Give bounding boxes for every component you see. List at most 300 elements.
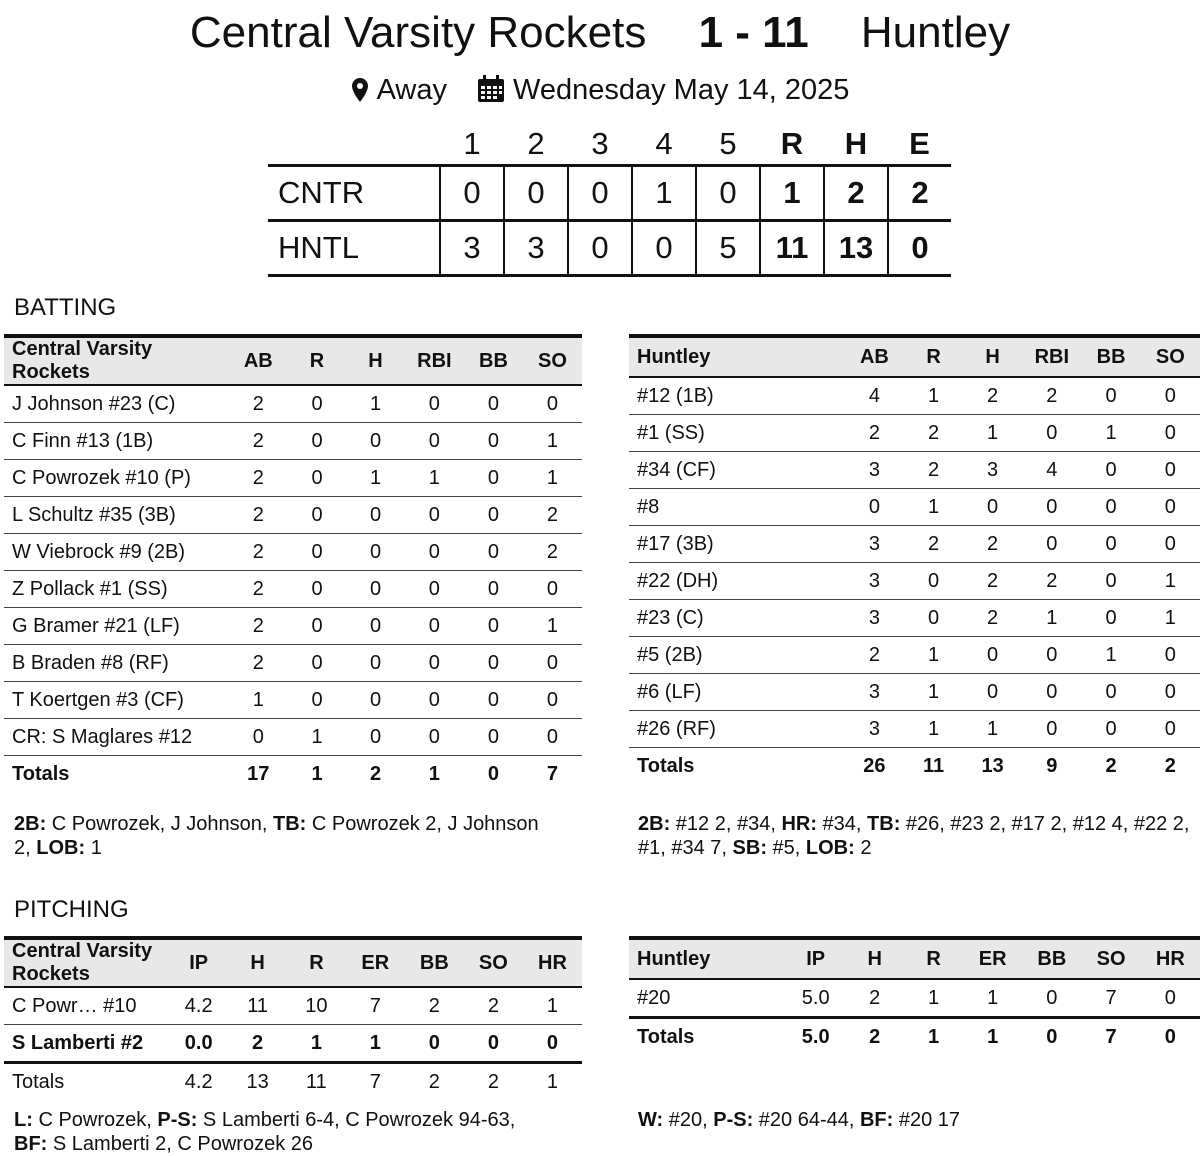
player-name: T Koertgen #3 (CF) [4,682,229,719]
stat-cell: 0 [405,534,464,571]
stat-cell: 2 [963,526,1022,563]
note-value: #20, [663,1109,714,1131]
player-row [629,674,1200,711]
stat-cell: 2 [229,571,288,608]
total-cell: 1 [311,762,323,785]
player-name: CR: S Maglares #12 [4,719,229,756]
stat-cell: 2 [229,497,288,534]
stat-cell: 0 [845,489,904,526]
total-cell: 13 [246,1070,269,1093]
stat-cell: 0 [346,682,405,719]
note-key: HR: [781,813,817,835]
stat-cell: 5.0 [786,979,845,1018]
totals-label: Totals [637,1025,695,1048]
stat-header: R [904,938,963,979]
stat-cell: 0 [229,719,288,756]
team-abbrev: CNTR [268,166,440,221]
player-name: W Viebrock #9 (2B) [4,534,229,571]
runs-total: 1 [760,166,824,221]
player-row [629,600,1200,637]
stat-cell: 0 [405,423,464,460]
stat-header: BB [464,336,523,385]
stat-cell: 1 [346,460,405,497]
stat-cell: 2 [405,987,464,1025]
total-cell: 13 [981,754,1004,777]
stat-cell: 10 [287,987,346,1025]
total-cell: 1 [928,1025,940,1048]
stat-cell: 2 [229,645,288,682]
player-name: #8 [629,489,845,526]
stat-cell: 1 [963,415,1022,452]
stat-header: IP [169,938,228,987]
stat-cell: 0 [464,460,523,497]
stat-cell: 1 [523,608,582,645]
total-cell: 2 [487,1070,499,1093]
errors-header: E [909,126,930,161]
player-name: C Powr… #10 [4,987,169,1025]
stat-header: H [228,938,287,987]
player-row [4,534,582,571]
stat-cell: 1 [1022,600,1081,637]
stat-cell: 2 [229,534,288,571]
player-row [629,415,1200,452]
stat-cell: 0 [464,571,523,608]
total-cell: 2 [1105,754,1117,777]
stat-cell: 0 [1022,674,1081,711]
stat-cell: 1 [346,1025,405,1063]
note-value: S Lamberti 2, C Powrozek 26 [47,1133,314,1155]
stat-cell: 0 [523,719,582,756]
stat-cell: 2 [963,600,1022,637]
note-value: C Powrozek, J Johnson, [46,813,274,835]
stat-cell: 0 [346,608,405,645]
stat-cell: 2 [904,415,963,452]
player-name: L Schultz #35 (3B) [4,497,229,534]
stat-cell: 3 [845,711,904,748]
note-key: LOB: [805,837,855,859]
stat-cell: 2 [845,979,904,1018]
note-value: S Lamberti 6-4, C Powrozek 94-63, [197,1109,516,1131]
stat-cell: 0 [464,682,523,719]
stat-header: SO [464,938,523,987]
total-cell: 7 [546,762,559,785]
hits-header: H [844,126,868,161]
player-name: #34 (CF) [629,452,845,489]
stat-cell: 0 [405,719,464,756]
note-value: #20 17 [893,1109,961,1131]
stat-header: SO [1141,336,1200,377]
inning-score: 3 [504,221,568,276]
player-name: #6 (LF) [629,674,845,711]
stat-cell: 0 [464,385,523,423]
player-name: C Finn #13 (1B) [4,423,229,460]
totals-label: Totals [12,762,70,785]
game-title [0,8,1200,58]
stat-cell: 1 [288,719,347,756]
stat-cell: 3 [845,600,904,637]
team-header: Huntley [629,938,786,979]
stat-cell: 2 [845,415,904,452]
stat-cell: 1 [904,637,963,674]
inning-score: 0 [696,166,760,221]
stat-header: HR [1141,938,1200,979]
stat-cell: 1 [1141,563,1200,600]
inning-header: 2 [527,126,545,161]
note-value: 2 [854,837,872,859]
stat-cell: 0 [904,563,963,600]
stat-cell: 0 [1022,489,1081,526]
note-key: W: [638,1109,664,1131]
inning-score: 1 [632,166,696,221]
stat-cell: 0 [904,600,963,637]
errors-total: 2 [888,166,951,221]
player-row [4,1025,582,1063]
pitching-table-away [629,936,1200,1055]
total-cell: 2 [1164,754,1176,777]
stat-cell: 4 [845,377,904,415]
player-row [4,682,582,719]
stat-cell: 1 [287,1025,346,1063]
stat-cell: 1 [963,711,1022,748]
stat-cell: 0 [1081,600,1140,637]
total-cell: 9 [1046,754,1058,777]
stat-cell: 1 [904,711,963,748]
total-cell: 11 [306,1070,327,1093]
home-team-name: Central Varsity Rockets [189,8,647,57]
stat-cell: 2 [464,987,523,1025]
total-cell: 1 [428,762,440,785]
note-key: P-S: [157,1109,198,1131]
final-score: 1 - 11 [698,8,809,57]
player-row [4,608,582,645]
stat-header: H [963,336,1022,377]
stat-cell: 1 [523,460,582,497]
stat-cell: 0 [288,385,347,423]
stat-cell: 0 [464,645,523,682]
note-key: BF: [14,1133,48,1155]
player-row [4,719,582,756]
line-score-row [268,221,951,276]
stat-cell: 11 [228,987,287,1025]
stat-header: SO [523,336,582,385]
inning-header: 4 [655,126,673,161]
stat-cell: 3 [845,526,904,563]
stat-header: R [904,336,963,377]
player-row [4,423,582,460]
totals-row [4,1063,582,1101]
stat-cell: 0 [1141,377,1200,415]
inning-score: 0 [440,166,504,221]
stat-cell: 0 [1081,452,1140,489]
stat-cell: 0 [405,497,464,534]
total-cell: 17 [247,762,270,785]
inning-score: 0 [568,166,632,221]
total-cell: 26 [863,754,886,777]
totals-label: Totals [637,754,695,777]
note-key: P-S: [713,1109,754,1131]
stat-cell: 0 [963,489,1022,526]
stat-cell: 0 [1081,563,1140,600]
stat-cell: 1 [229,682,288,719]
total-cell: 1 [546,1070,558,1093]
stat-cell: 0 [1022,637,1081,674]
stat-cell: 0 [346,571,405,608]
stat-cell: 0 [288,534,347,571]
total-cell: 0 [1046,1025,1058,1048]
total-cell: 2 [428,1070,440,1093]
total-cell: 4.2 [184,1070,213,1093]
inning-score: 3 [440,221,504,276]
stat-cell: 1 [405,460,464,497]
stat-header: RBI [1022,336,1081,377]
player-name: G Bramer #21 (LF) [4,608,229,645]
total-cell: 2 [869,1025,881,1048]
stat-cell: 3 [845,563,904,600]
stat-cell: 0 [523,1025,582,1063]
stat-cell: 1 [1141,600,1200,637]
note-key: 2B: [14,813,47,835]
stat-cell: 4 [1022,452,1081,489]
pitching-notes-home [14,1108,554,1156]
batting-table-away [629,334,1200,784]
stat-cell: 1 [904,377,963,415]
stat-header: RBI [405,336,464,385]
player-name: C Powrozek #10 (P) [4,460,229,497]
player-name: #17 (3B) [629,526,845,563]
stat-header: AB [229,336,288,385]
stat-cell: 0 [346,719,405,756]
totals-row [629,748,1200,785]
team-header: Central Varsity Rockets [4,336,229,385]
stat-cell: 1 [1081,637,1140,674]
player-row [629,377,1200,415]
stat-cell: 2 [1022,377,1081,415]
stat-cell: 0 [1081,526,1140,563]
stat-cell: 0 [288,423,347,460]
stat-cell: 0 [288,571,347,608]
player-name: S Lamberti #2 [4,1025,169,1063]
stat-cell: 1 [523,423,582,460]
runs-header: R [780,126,804,161]
inning-score: 0 [632,221,696,276]
team-header: Huntley [629,336,845,377]
location-pin-icon [351,77,369,111]
pitching-table-home [4,936,582,1100]
total-cell: 11 [922,754,945,777]
pitching-notes-away [638,1108,1198,1132]
line-score-table [268,124,951,277]
note-value: C Powrozek 2, J Johnson 2, [14,813,539,859]
player-row [4,571,582,608]
player-row [4,385,582,423]
stat-cell: 0 [1081,377,1140,415]
stat-cell: 0 [523,645,582,682]
stat-cell: 0 [288,645,347,682]
stat-cell: 7 [346,987,405,1025]
note-value: #20 64-44, [753,1109,860,1131]
inning-score: 0 [504,166,568,221]
total-cell: 0 [487,762,499,785]
stat-header: ER [346,938,405,987]
stat-cell: 2 [904,452,963,489]
stat-cell: 0 [1141,489,1200,526]
stat-cell: 0 [1022,415,1081,452]
stat-cell: 1 [963,979,1022,1018]
stat-cell: 0 [346,534,405,571]
stat-cell: 4.2 [169,987,228,1025]
total-cell: 0 [1164,1025,1176,1048]
stat-cell: 0 [1141,526,1200,563]
player-row [629,711,1200,748]
stat-cell: 0 [523,385,582,423]
stat-header: HR [523,938,582,987]
stat-cell: 7 [1081,979,1140,1018]
stat-cell: 0 [1022,979,1081,1018]
inning-score: 5 [696,221,760,276]
stat-header: R [287,938,346,987]
stat-cell: 0 [523,682,582,719]
stat-cell: 2 [229,423,288,460]
player-row [4,497,582,534]
runs-total: 11 [760,221,824,276]
player-name: B Braden #8 (RF) [4,645,229,682]
player-name: #23 (C) [629,600,845,637]
location-text: Away [376,74,447,106]
note-key: TB: [273,813,307,835]
stat-cell: 0 [1081,711,1140,748]
stat-cell: 2 [228,1025,287,1063]
stat-cell: 0 [288,497,347,534]
stat-cell: 0 [1141,415,1200,452]
inning-header: 3 [591,126,609,161]
stat-cell: 2 [523,497,582,534]
date-text: Wednesday May 14, 2025 [512,74,850,106]
stat-cell: 0 [405,682,464,719]
player-row [4,987,582,1025]
stat-cell: 0 [1022,526,1081,563]
stat-cell: 0 [1141,711,1200,748]
player-row [629,563,1200,600]
stat-cell: 0 [346,423,405,460]
player-row [629,637,1200,674]
batting-notes-home [14,812,554,860]
errors-total: 0 [888,221,951,276]
stat-cell: 0 [346,497,405,534]
stat-cell: 2 [963,563,1022,600]
stat-cell: 0 [405,571,464,608]
note-key: TB: [867,813,901,835]
stat-cell: 2 [229,608,288,645]
totals-label: Totals [12,1070,65,1093]
note-value: #12 2, #34, [670,813,782,835]
player-row [629,489,1200,526]
stat-cell: 0 [464,1025,523,1063]
player-name: #5 (2B) [629,637,845,674]
pitching-section-title: PITCHING [14,896,129,923]
stat-cell: 0 [464,719,523,756]
stat-cell: 1 [346,385,405,423]
player-row [629,979,1200,1018]
stat-cell: 0 [963,674,1022,711]
note-key: L: [14,1109,33,1131]
stat-cell: 3 [963,452,1022,489]
stat-header: SO [1081,938,1140,979]
stat-cell: 0 [963,637,1022,674]
stat-header: R [288,336,347,385]
batting-notes-away [638,812,1198,860]
stat-cell: 0 [1081,489,1140,526]
player-row [629,526,1200,563]
player-name: #26 (RF) [629,711,845,748]
line-score-row [268,166,951,221]
note-value: #26, #23 2, #17 2, #12 4, #22 2, #1, #34 7, [638,813,1190,859]
stat-cell: 1 [1081,415,1140,452]
total-cell: 2 [369,762,382,785]
stat-header: BB [1081,336,1140,377]
player-name: Z Pollack #1 (SS) [4,571,229,608]
total-cell: 1 [987,1025,999,1048]
stat-cell: 2 [963,377,1022,415]
batting-section-title: BATTING [14,294,117,321]
stat-cell: 2 [523,534,582,571]
stat-cell: 0 [1141,674,1200,711]
inning-header: 1 [463,126,481,161]
stat-header: H [346,336,405,385]
note-value: #34, [816,813,868,835]
stat-cell: 3 [845,452,904,489]
stat-cell: 0 [1141,637,1200,674]
stat-cell: 0 [464,534,523,571]
hits-total: 13 [824,221,888,276]
stat-cell: 2 [845,637,904,674]
note-value: C Powrozek, [32,1109,158,1131]
stat-cell: 1 [523,987,582,1025]
stat-cell: 0 [1141,452,1200,489]
batting-table-home [4,334,582,792]
total-cell: 7 [1105,1025,1117,1048]
stat-header: BB [1022,938,1081,979]
stat-cell: 0.0 [169,1025,228,1063]
game-info [0,74,1200,111]
totals-row [4,756,582,793]
team-abbrev: HNTL [268,221,440,276]
stat-header: H [845,938,904,979]
player-name: J Johnson #23 (C) [4,385,229,423]
stat-header: BB [405,938,464,987]
stat-cell: 2 [904,526,963,563]
stat-cell: 0 [523,571,582,608]
stat-cell: 1 [904,979,963,1018]
player-name: #20 [629,979,786,1018]
totals-row [629,1018,1200,1056]
player-row [629,452,1200,489]
note-key: LOB: [36,837,86,859]
stat-cell: 0 [346,645,405,682]
note-value: 1 [85,837,102,859]
stat-cell: 2 [229,385,288,423]
stat-cell: 0 [1141,979,1200,1018]
stat-cell: 2 [1022,563,1081,600]
stat-cell: 0 [464,423,523,460]
player-name: #22 (DH) [629,563,845,600]
stat-cell: 3 [845,674,904,711]
stat-cell: 0 [288,460,347,497]
stat-cell: 0 [405,645,464,682]
stat-cell: 0 [464,497,523,534]
inning-score: 0 [568,221,632,276]
stat-header: IP [786,938,845,979]
stat-cell: 2 [229,460,288,497]
